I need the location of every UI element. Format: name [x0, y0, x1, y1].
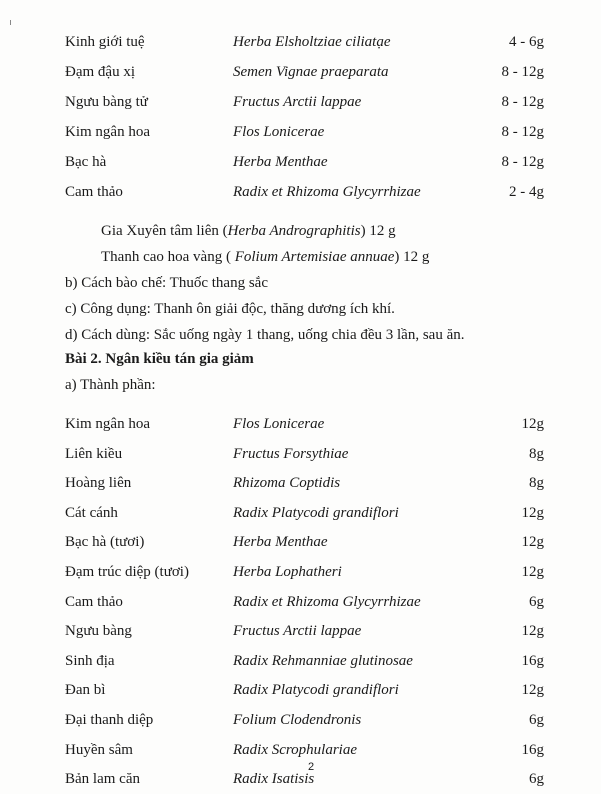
- ingredient-row: [0, 444, 601, 464]
- ingredient-dose: 12g: [521, 534, 544, 551]
- ingredient-dose: 8g: [529, 445, 544, 462]
- ingredient-latin-name: Fructus Forsythiae: [233, 445, 349, 462]
- ingredient-name: Đại thanh diệp: [65, 712, 154, 728]
- extra-latin: Folium Artemisiae annuae: [234, 249, 395, 265]
- ingredient-row: [0, 503, 601, 523]
- ingredient-row: [0, 152, 601, 172]
- ingredient-dose: 16g: [521, 652, 544, 669]
- ingredient-dose: 8 - 12g: [501, 64, 544, 80]
- ingredient-row: [0, 32, 601, 52]
- ingredient-latin-name: Radix Platycodi grandiflori: [233, 682, 399, 699]
- extra-name: Thanh cao hoa vàng (: [101, 249, 235, 265]
- ingredient-row: [0, 62, 601, 82]
- ingredient-row: [0, 122, 601, 142]
- ingredient-row: [0, 680, 601, 700]
- section-heading: Bài 2. Ngân kiều tán gia giảm: [65, 351, 254, 367]
- ingredient-dose: 6g: [529, 593, 544, 610]
- ingredient-row: [0, 592, 601, 612]
- ingredient-name: Đan bì: [65, 682, 106, 699]
- ingredient-dose: 12g: [521, 682, 544, 699]
- ingredient-name: Huyền sâm: [65, 741, 133, 758]
- ingredient-name: Hoàng liên: [65, 475, 132, 492]
- section-subtitle: a) Thành phần:: [65, 377, 156, 393]
- ingredient-latin-name: Folium Clodendronis: [233, 712, 362, 728]
- ingredient-latin-name: Fructus Arctii lappae: [233, 94, 362, 110]
- extra-latin: Herba Andrographitis: [227, 223, 361, 239]
- ingredient-dose: 8 - 12g: [501, 124, 544, 140]
- ingredient-row: [0, 473, 601, 493]
- extra-ingredient: [101, 247, 429, 267]
- ingredient-name: Cam thảo: [65, 593, 123, 610]
- ingredient-latin-name: Flos Lonicerae: [233, 416, 325, 432]
- ingredient-dose: 4 - 6g: [509, 34, 544, 50]
- ingredient-name: Sinh địa: [65, 652, 115, 669]
- ingredient-dose: 8 - 12g: [501, 154, 544, 170]
- ingredient-latin-name: Herba Menthae: [233, 534, 328, 551]
- ingredient-latin-name: Radix et Rhizoma Glycyrrhizae: [233, 593, 421, 610]
- ingredient-row: [0, 532, 601, 552]
- scan-speck: [10, 20, 11, 25]
- ingredient-row: [0, 621, 601, 641]
- preparation-paragraph: b) Cách bào chế: Thuốc thang sắc: [65, 275, 268, 291]
- ingredient-latin-name: Herba Menthae: [233, 154, 328, 170]
- ingredient-dose: 12g: [521, 504, 544, 521]
- ingredient-dose: 12g: [521, 623, 544, 640]
- ingredient-row: [0, 182, 601, 202]
- ingredient-row: [0, 562, 601, 582]
- page-number: 2: [308, 761, 315, 773]
- dosage-paragraph: d) Cách dùng: Sắc uống ngày 1 thang, uống chia đều 3 lần, sau ăn.: [65, 327, 465, 343]
- ingredient-row: [0, 710, 601, 730]
- ingredient-latin-name: Fructus Arctii lappae: [233, 623, 362, 640]
- ingredient-latin-name: Flos Lonicerae: [233, 124, 325, 140]
- ingredient-row: [0, 769, 601, 789]
- ingredient-latin-name: Herba Lophatheri: [233, 564, 342, 580]
- ingredient-name: Đạm đậu xị: [65, 64, 135, 80]
- ingredient-latin-name: Semen Vignae praeparata: [233, 64, 389, 80]
- extra-dose: ) 12 g: [360, 223, 396, 239]
- ingredient-name: Đạm trúc diệp (tươi): [65, 564, 189, 580]
- ingredient-dose: 12g: [521, 416, 544, 432]
- ingredient-latin-name: Radix Scrophulariae: [233, 741, 358, 758]
- ingredient-row: [0, 740, 601, 760]
- ingredient-dose: 2 - 4g: [509, 184, 544, 200]
- ingredient-dose: 6g: [529, 712, 544, 728]
- ingredient-dose: 8 - 12g: [501, 94, 544, 110]
- ingredient-dose: 12g: [521, 564, 544, 580]
- ingredient-name: Bạc hà: [65, 154, 107, 170]
- ingredient-dose: 16g: [521, 741, 544, 758]
- ingredient-name: Bản lam căn: [65, 771, 140, 788]
- extra-dose: ) 12 g: [394, 249, 430, 265]
- ingredient-name: Bạc hà (tươi): [65, 534, 145, 551]
- ingredient-row: [0, 651, 601, 671]
- ingredient-name: Kinh giới tuệ: [65, 34, 145, 50]
- ingredient-name: Cát cánh: [65, 504, 118, 521]
- ingredient-row: [0, 414, 601, 434]
- ingredient-latin-name: Rhizoma Coptidis: [233, 475, 341, 492]
- ingredient-name: Ngưu bàng tử: [65, 94, 148, 110]
- extra-name: Gia Xuyên tâm liên (: [101, 223, 228, 239]
- ingredient-dose: 8g: [529, 475, 544, 492]
- ingredient-latin-name: Radix et Rhizoma Glycyrrhizae: [233, 184, 421, 200]
- ingredient-row: [0, 92, 601, 112]
- ingredient-name: Ngưu bàng: [65, 623, 132, 640]
- ingredient-name: Liên kiều: [65, 445, 123, 462]
- ingredient-latin-name: Radix Rehmanniae glutinosae: [233, 652, 413, 669]
- usage-effect-paragraph: c) Công dụng: Thanh ôn giải độc, thăng dương ích khí.: [65, 301, 395, 317]
- ingredient-latin-name: Herba Elsholtziae ciliatạe: [233, 34, 391, 50]
- ingredient-name: Kim ngân hoa: [65, 124, 150, 140]
- ingredient-name: Kim ngân hoa: [65, 416, 150, 432]
- ingredient-latin-name: Radix Isatisis: [233, 771, 315, 788]
- ingredient-latin-name: Radix Platycodi grandiflori: [233, 504, 399, 521]
- extra-ingredient: [101, 221, 396, 241]
- ingredient-name: Cam thảo: [65, 184, 123, 200]
- ingredient-dose: 6g: [529, 771, 544, 788]
